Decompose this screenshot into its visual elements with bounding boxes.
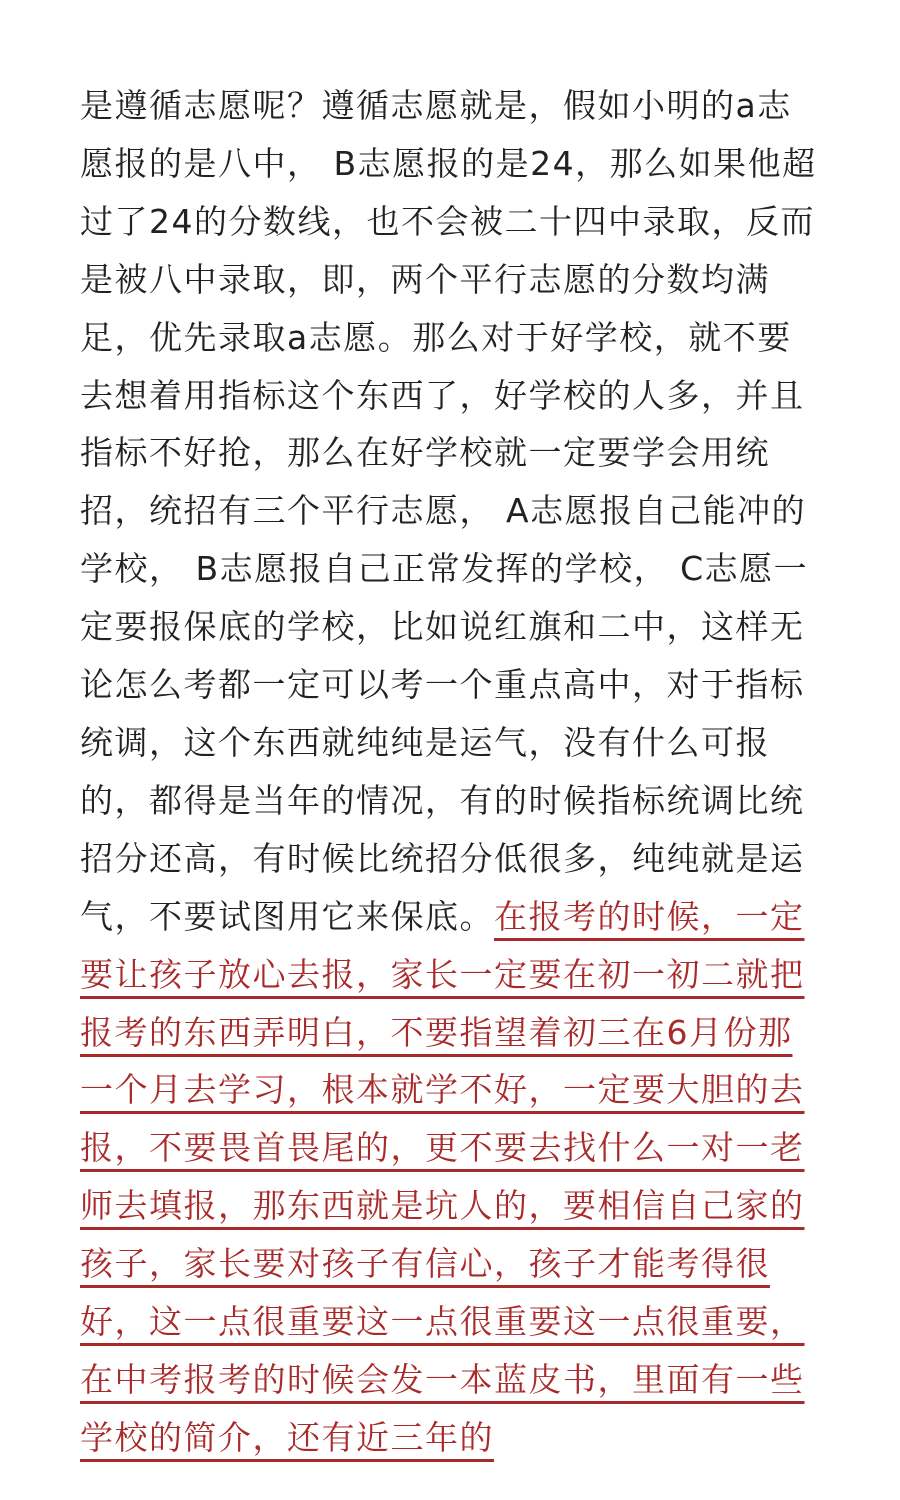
article-highlighted-text: 在报考的时候，一定要让孩子放心去报，家长一定要在初一初二就把报考的东西弄明白，不要指望着初三在6月份那一个月去学习，根本就学不好，一定要大胆的去报，不要畏首畏尾的，更不要去找什么一对一老师去填报，那东西就是坑人的，要相信自己家的孩子，家长要对孩子有信心，孩子才能考得很好，这一点很重要这一点很重要这一点很重要，在中考报考的时候会发一本蓝皮书，里面有一些学校的简介，还有近三年的: [80, 896, 805, 1457]
article-body: [80, 77, 822, 1467]
article-normal-text: 是遵循志愿呢？遵循志愿就是，假如小明的a志愿报的是八中， B志愿报的是24，那么如果他超过了24的分数线，也不会被二十四中录取，反而是被八中录取，即，两个平行志愿的分数均满足，优先录取a志愿。那么对于好学校，就不要去想着用指标这个东西了，好学校的人多，并且指标不好抢，那么在好学校就一定要学会用统招，统招有三个平行志愿， A志愿报自己能冲的学校， B志愿报自己正常发挥的学校， C志愿一定要报保底的学校，比如说红旗和二中，这样无论怎么考都一定可以考一个重点高中，对于指标统调，这个东西就纯纯是运气，没有什么可报的，都得是当年的情况，有的时候指标统调比统招分还高，有时候比统招分低很多，纯纯就是运气，不要试图用它来保底。: [80, 86, 817, 936]
